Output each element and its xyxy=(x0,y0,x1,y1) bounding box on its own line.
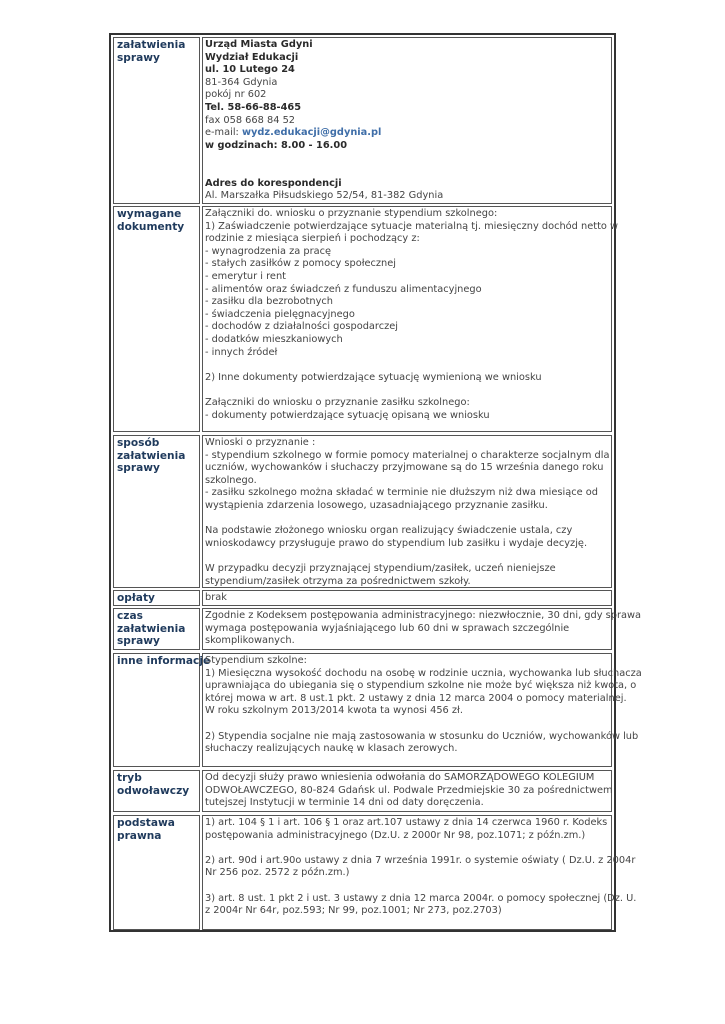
spacer xyxy=(205,842,609,855)
text-line: ODWOŁAWCZEGO, 80-824 Gdańsk ul. Podwale Przedmiejskie 30 za pośrednictwem xyxy=(205,784,613,796)
row-label xyxy=(113,590,200,606)
email-prefix: e-mail: xyxy=(205,127,242,139)
text-line: szkolnego. xyxy=(205,474,257,486)
text-line: 1) art. 104 § 1 i art. 106 § 1 oraz art.107 ustawy z dnia 14 czerwca 1960 r. Kodeks xyxy=(205,817,608,828)
spacer xyxy=(205,165,609,178)
text-line: - zasiłku dla bezrobotnych xyxy=(205,296,334,308)
text-line: Stypendium szkolne: xyxy=(205,655,307,666)
text-line: - wynagrodzenia za pracę xyxy=(205,245,332,257)
text-line: - dokumenty potwierdzające sytuację opisaną we wniosku xyxy=(205,409,490,421)
row-procedure xyxy=(113,435,612,588)
text-line: postępowania administracyjnego (Dz.U. z 2000r Nr 98, poz.1071; z późn.zm.) xyxy=(205,829,586,841)
text-line: W przypadku decyzji przyznającej stypendium/zasiłek, uczeń nieniejsze xyxy=(205,562,556,574)
row-time xyxy=(113,608,642,650)
label-line: inne informacje xyxy=(117,655,211,667)
label-line: opłaty xyxy=(117,592,155,604)
city: 81-364 Gdynia xyxy=(205,76,278,88)
row-label xyxy=(113,608,200,650)
label-line: sprawy xyxy=(117,462,160,474)
text-line: 2) art. 90d i art.90o ustawy z dnia 7 września 1991r. o systemie oświaty ( Dz.U. z 2004r xyxy=(205,854,636,866)
text-line: 1) Zaświadczenie potwierdzające sytuacje materialną tj. miesięczny dochód netto w xyxy=(205,220,619,232)
label-line: dokumenty xyxy=(117,220,185,233)
row-value xyxy=(202,206,619,432)
office-hours: w godzinach: 8.00 - 16.00 xyxy=(205,139,348,151)
row-label xyxy=(113,653,211,767)
text-line: uprawniająca do ubiegania się o stypendium szkolne nie może być większa niż kwota, o xyxy=(205,680,637,692)
label-line: tryb xyxy=(117,772,142,784)
fax: fax 058 668 84 52 xyxy=(205,114,296,126)
phone: Tel. 58-66-88-465 xyxy=(205,101,302,113)
street-address: ul. 10 Lutego 24 xyxy=(205,64,295,76)
row-value xyxy=(202,770,612,812)
text-line: Na podstawie złożonego wniosku organ realizujący świadczenie ustala, czy xyxy=(205,525,573,537)
text-line: wymaga postępowania wyjaśniającego lub 60 dni w sprawach szczególnie xyxy=(205,622,570,634)
row-value xyxy=(202,653,642,767)
label-line: załatwienia xyxy=(117,449,186,462)
row-legal-basis xyxy=(113,815,637,930)
row-label xyxy=(113,206,200,432)
text-line: Załączniki do wniosku o przyznanie zasiłku szkolnego: xyxy=(205,396,470,408)
text-line: stypendium/zasiłek otrzyma za pośrednictwem szkoły. xyxy=(205,575,471,587)
row-value xyxy=(202,815,637,930)
email-link[interactable]: wydz.edukacji@gdynia.pl xyxy=(241,127,382,139)
text-line: słuchaczy realizujących naukę w klasach zerowych. xyxy=(205,743,458,755)
text-line: - zasiłku szkolnego można składać w terminie nie dłuższym niż dwa miesiące od xyxy=(205,487,598,499)
text-line: Załączniki do. wniosku o przyznanie stypendium szkolnego: xyxy=(205,208,498,219)
text-line: - innych źródeł xyxy=(205,346,278,358)
row-value xyxy=(202,37,612,204)
row-label xyxy=(113,37,200,204)
text-line: 2) Stypendia socjalne nie mają zastosowania w stosunku do Uczniów, wychowanków lub xyxy=(205,730,639,742)
row-value xyxy=(202,435,612,588)
row-label xyxy=(113,815,200,930)
label-line: wymagane xyxy=(117,208,182,220)
label-line: czas xyxy=(117,610,143,622)
spacer xyxy=(205,384,609,397)
row-other-info xyxy=(113,653,642,767)
document-table xyxy=(109,33,642,932)
spacer xyxy=(205,550,609,563)
text-line: Zgodnie z Kodeksem postępowania administracyjnego: niezwłocznie, 30 dni, gdy sprawa xyxy=(205,610,642,621)
row-value xyxy=(202,608,642,650)
text-line: brak xyxy=(205,592,227,603)
row-documents xyxy=(113,206,619,432)
text-line: tutejszej Instytucji w terminie 14 dni od daty doręczenia. xyxy=(205,797,484,809)
text-line: uczniów, wychowanków i słuchaczy przyjmowane są do 15 września danego roku xyxy=(205,462,604,474)
text-line: - alimentów oraz świadczeń z funduszu alimentacyjnego xyxy=(205,283,482,295)
text-line: 2) Inne dokumenty potwierdzające sytuację wymienioną we wniosku xyxy=(205,371,542,383)
spacer xyxy=(205,718,609,731)
row-value xyxy=(202,590,612,606)
text-line: Nr 256 poz. 2572 z późn.zm.) xyxy=(205,867,350,879)
text-line: - stypendium szkolnego w formie pomocy materialnej o charakterze socjalnym dla xyxy=(205,449,610,461)
label-line: odwoławczy xyxy=(117,784,190,797)
text-line: 1) Miesięczna wysokość dochodu na osobę w rodzinie ucznia, wychowanka lub słuchacza xyxy=(205,667,642,679)
row-appeal xyxy=(113,770,612,812)
text-line: - emerytur i rent xyxy=(205,270,286,282)
text-line: 3) art. 8 ust. 1 pkt 2 i ust. 3 ustawy z dnia 12 marca 2004r. o pomocy społecznej (Dz. U. xyxy=(205,892,637,904)
label-line: załatwienia xyxy=(117,39,186,51)
label-line: podstawa xyxy=(117,817,175,829)
correspondence-address: Al. Marszałka Piłsudskiego 52/54, 81-382 Gdynia xyxy=(205,190,444,202)
spacer xyxy=(205,513,609,526)
correspondence-title: Adres do korespondencji xyxy=(205,177,342,189)
spacer xyxy=(205,152,609,165)
text-line: wnioskodawcy przysługuje prawo do stypendium lub zasiłku i wydaje decyzję. xyxy=(205,537,588,549)
text-line: - dodatków mieszkaniowych xyxy=(205,333,343,345)
text-line: W roku szkolnym 2013/2014 kwota ta wynosi 456 zł. xyxy=(205,705,463,717)
text-line: rodzinie z miesiąca sierpień i pochodzący z: xyxy=(205,233,420,245)
office-name: Urząd Miasta Gdyni xyxy=(205,39,313,50)
row-contact xyxy=(113,37,612,204)
row-fees xyxy=(113,590,612,606)
row-label xyxy=(113,435,200,588)
text-line: - stałych zasiłków z pomocy społecznej xyxy=(205,258,397,270)
row-label xyxy=(113,770,200,812)
room: pokój nr 602 xyxy=(205,89,267,101)
label-line: sposób xyxy=(117,437,160,449)
text-line: wystąpienia zdarzenia losowego, uzasadniającego przyznanie zasiłku. xyxy=(205,499,548,511)
email-line xyxy=(205,127,609,140)
text-line: której mowa w art. 8 ust.1 pkt. 2 ustawy z dnia 12 marca 2004 o pomocy materialnej. xyxy=(205,692,627,704)
text-line: skomplikowanych. xyxy=(205,635,295,647)
text-line: Od decyzji służy prawo wniesienia odwołania do SAMORZĄDOWEGO KOLEGIUM xyxy=(205,772,595,783)
label-line: prawna xyxy=(117,829,162,842)
label-line: sprawy xyxy=(117,635,160,647)
department-name: Wydział Edukacji xyxy=(205,51,299,63)
text-line: z 2004r Nr 64r, poz.593; Nr 99, poz.1001; Nr 273, poz.2703) xyxy=(205,905,502,917)
text-line: - dochodów z działalności gospodarczej xyxy=(205,321,399,333)
text-line: - świadczenia pielęgnacyjnego xyxy=(205,308,355,320)
spacer xyxy=(205,359,609,372)
label-line: sprawy xyxy=(117,51,160,64)
spacer xyxy=(205,880,609,893)
text-line: Wnioski o przyznanie : xyxy=(205,437,316,448)
label-line: załatwienia xyxy=(117,622,186,635)
